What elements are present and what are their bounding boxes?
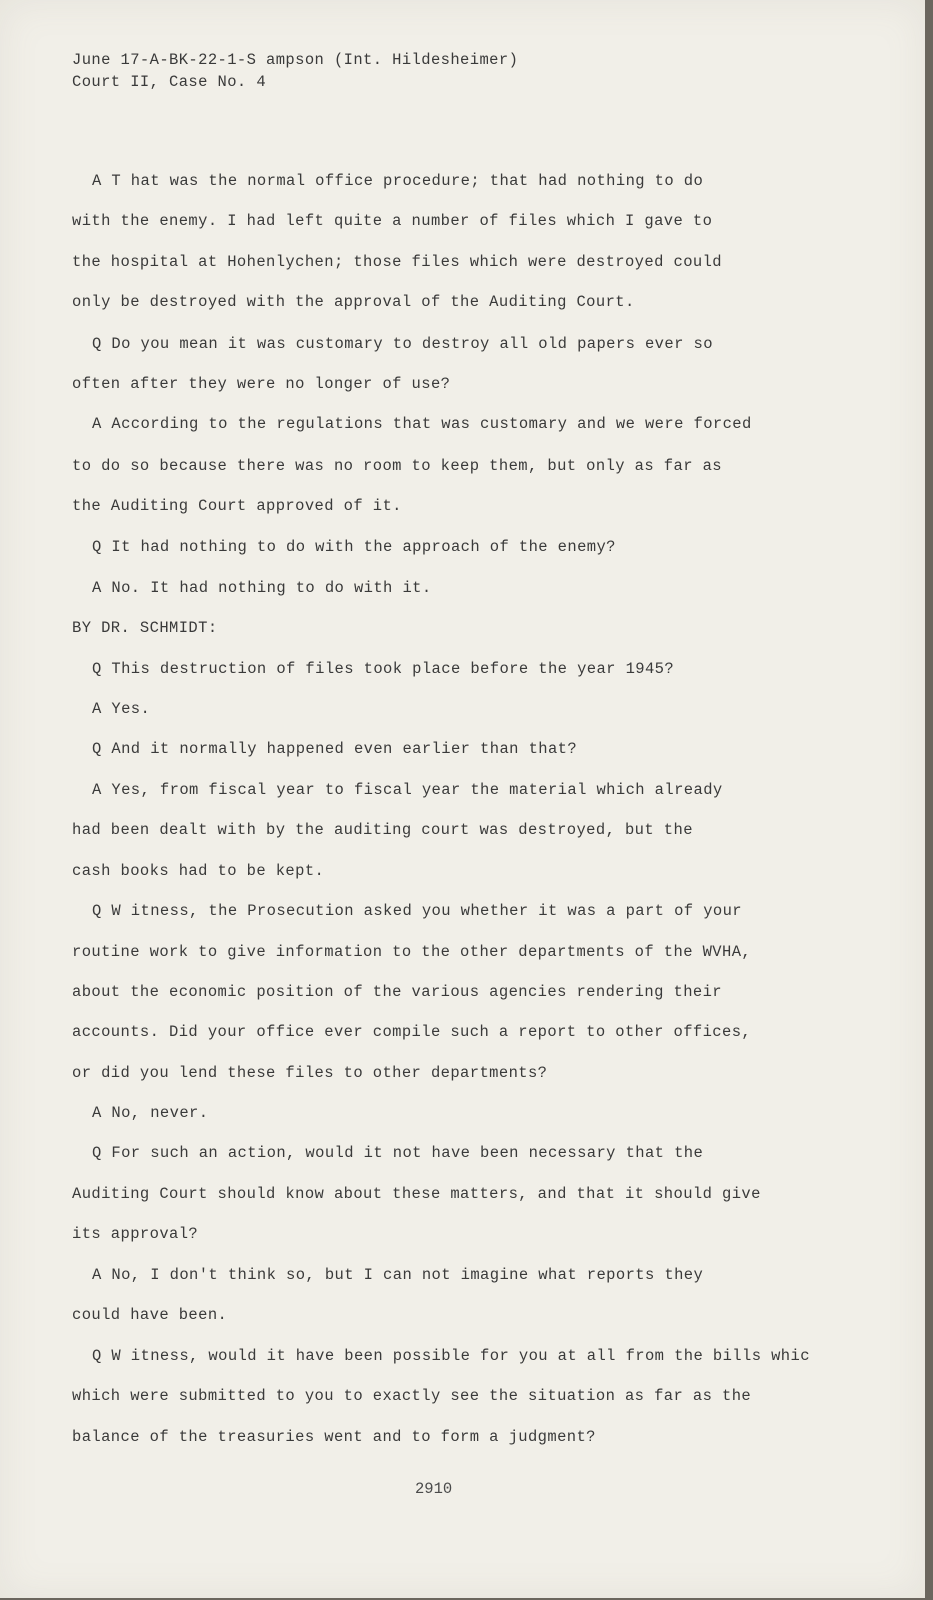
text-line: balance of the treasuries went and to form a judgment?: [72, 1428, 596, 1446]
header-line-1: June 17-A-BK-22-1-S ampson (Int. Hildesheimer): [72, 51, 519, 69]
text-line: or did you lend these files to other departments?: [72, 1064, 548, 1082]
text-line: the hospital at Hohenlychen; those files which were destroyed could: [72, 253, 723, 271]
text-line: often after they were no longer of use?: [72, 375, 451, 393]
text-line: A No, never.: [92, 1104, 209, 1122]
examiner-heading: BY DR. SCHMIDT:: [72, 619, 218, 637]
text-line: A Yes, from fiscal year to fiscal year the material which already: [92, 781, 723, 799]
text-line: Q This destruction of files took place before the year 1945?: [92, 660, 675, 678]
text-line: had been dealt with by the auditing court was destroyed, but the: [72, 821, 693, 839]
text-line: which were submitted to you to exactly see the situation as far as the: [72, 1387, 752, 1405]
text-line: A According to the regulations that was customary and we were forced: [92, 415, 752, 433]
text-line: with the enemy. I had left quite a number of files which I gave to: [72, 212, 713, 230]
text-line: Q W itness, the Prosecution asked you whether it was a part of your: [92, 902, 743, 920]
text-line: about the economic position of the various agencies rendering their: [72, 983, 723, 1001]
text-line: A Yes.: [92, 700, 151, 718]
text-line: Auditing Court should know about these matters, and that it should give: [72, 1185, 761, 1203]
text-line: could have been.: [72, 1306, 228, 1324]
text-line: A No, I don't think so, but I can not imagine what reports they: [92, 1266, 704, 1284]
text-line: A No. It had nothing to do with it.: [92, 579, 432, 597]
text-line: its approval?: [72, 1225, 199, 1243]
text-line: Q It had nothing to do with the approach of the enemy?: [92, 538, 616, 556]
header-line-2: Court II, Case No. 4: [72, 73, 267, 91]
text-line: Q W itness, would it have been possible for you at all from the bills whic: [92, 1347, 810, 1365]
text-line: accounts. Did your office ever compile such a report to other offices,: [72, 1023, 752, 1041]
text-line: Q For such an action, would it not have been necessary that the: [92, 1144, 704, 1162]
text-line: Q And it normally happened even earlier than that?: [92, 740, 578, 758]
text-line: Q Do you mean it was customary to destroy all old papers ever so: [92, 335, 713, 353]
text-line: routine work to give information to the other departments of the WVHA,: [72, 943, 752, 961]
text-line: to do so because there was no room to keep them, but only as far as: [72, 457, 723, 475]
text-line: the Auditing Court approved of it.: [72, 497, 402, 515]
text-line: cash books had to be kept.: [72, 862, 325, 880]
text-line: only be destroyed with the approval of the Auditing Court.: [72, 293, 635, 311]
text-line: A T hat was the normal office procedure; that had nothing to do: [92, 172, 704, 190]
page-number: 2910: [415, 1480, 453, 1498]
